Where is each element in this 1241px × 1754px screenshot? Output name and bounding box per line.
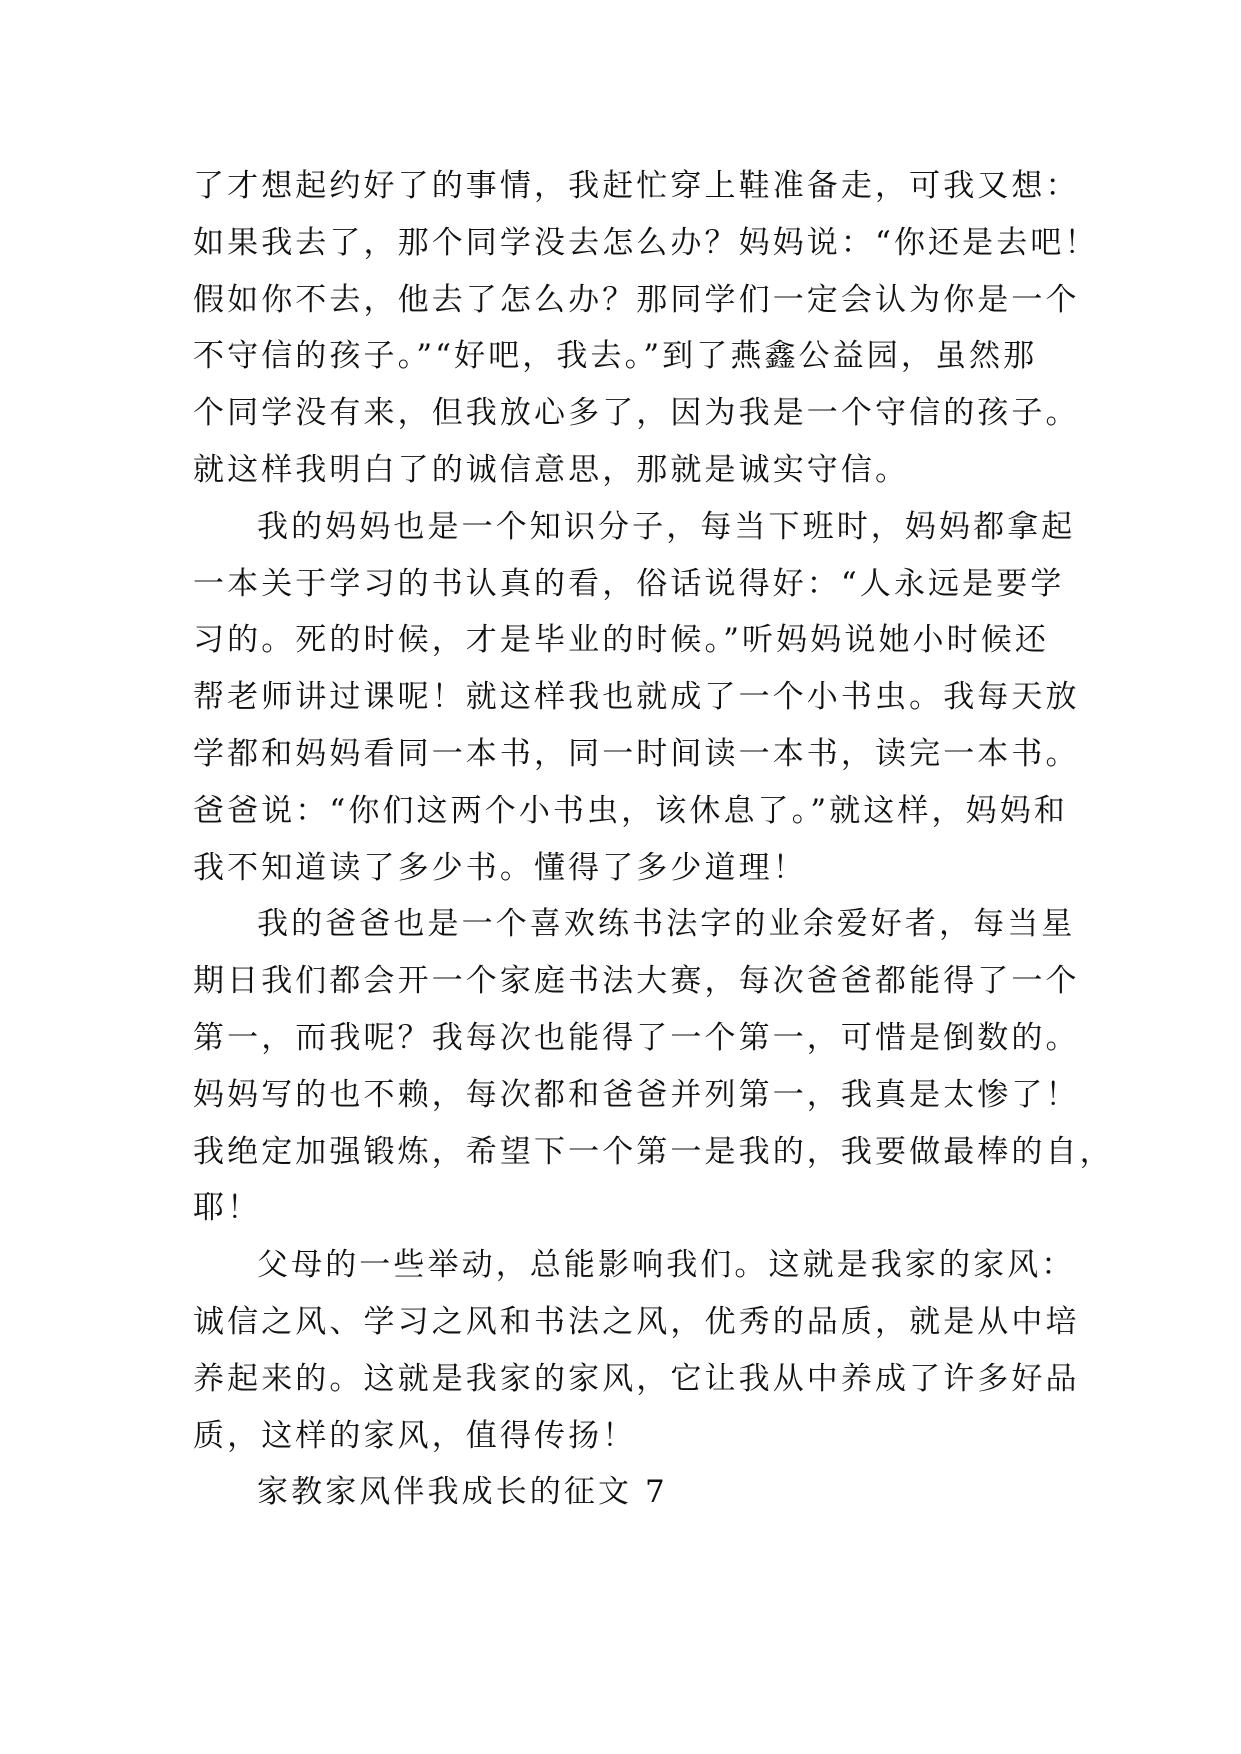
text-line: 第一，而我呢？我每次也能得了一个第一，可惜是倒数的。 [193,1019,1080,1056]
text-line: 诚信之风、学习之风和书法之风，优秀的品质，就是从中培 [193,1303,1080,1340]
paragraph-start-line: 我的妈妈也是一个知识分子，每当下班时，妈妈都拿起 [257,508,1076,545]
text-line: 学都和妈妈看同一本书，同一时间读一本书，读完一本书。 [193,735,1080,772]
text-line: 我不知道读了多少书。懂得了多少道理！ [193,849,807,886]
text-line: 如果我去了，那个同学没去怎么办？妈妈说：“你还是去吧！ [193,224,1099,261]
document-body [193,158,1114,1521]
paragraph-start-line: 父母的一些举动，总能影响我们。这就是我家的家风： [257,1247,1076,1284]
text-line: 耶！ [193,1190,262,1227]
text-line: 假如你不去，他去了怎么办？那同学们一定会认为你是一个 [193,281,1080,318]
text-line: 个同学没有来，但我放心多了，因为我是一个守信的孩子。 [193,395,1080,432]
text-line: 了才想起约好了的事情，我赶忙穿上鞋准备走，可我又想： [193,168,1080,204]
text-line: 一本关于学习的书认真的看，俗话说得好：“人永远是要学 [193,565,1065,602]
text-line: 我绝定加强锻炼，希望下一个第一是我的，我要做最棒的自， [193,1133,1114,1170]
section-heading: 家教家风伴我成长的征文 7 [257,1474,668,1511]
text-line: 质，这样的家风，值得传扬！ [193,1417,637,1454]
text-line: 养起来的。这就是我家的家风，它让我从中养成了许多好品 [193,1360,1080,1397]
text-line: 帮老师讲过课呢！就这样我也就成了一个小书虫。我每天放 [193,679,1080,716]
paragraph-start-line: 我的爸爸也是一个喜欢练书法字的业余爱好者，每当星 [257,906,1076,943]
text-line: 就这样我明白了的诚信意思，那就是诚实守信。 [193,451,910,488]
text-line: 期日我们都会开一个家庭书法大赛，每次爸爸都能得了一个 [193,963,1080,1000]
text-line: 不守信的孩子。”“好吧，我去。”到了燕鑫公益园，虽然那 [193,338,1038,375]
text-line: 习的。死的时候，才是毕业的时候。”听妈妈说她小时候还 [193,622,1049,659]
text-line: 爸爸说：“你们这两个小书虫，该休息了。”就这样，妈妈和 [193,792,1068,829]
text-line: 妈妈写的也不赖，每次都和爸爸并列第一，我真是太惨了！ [193,1076,1080,1113]
